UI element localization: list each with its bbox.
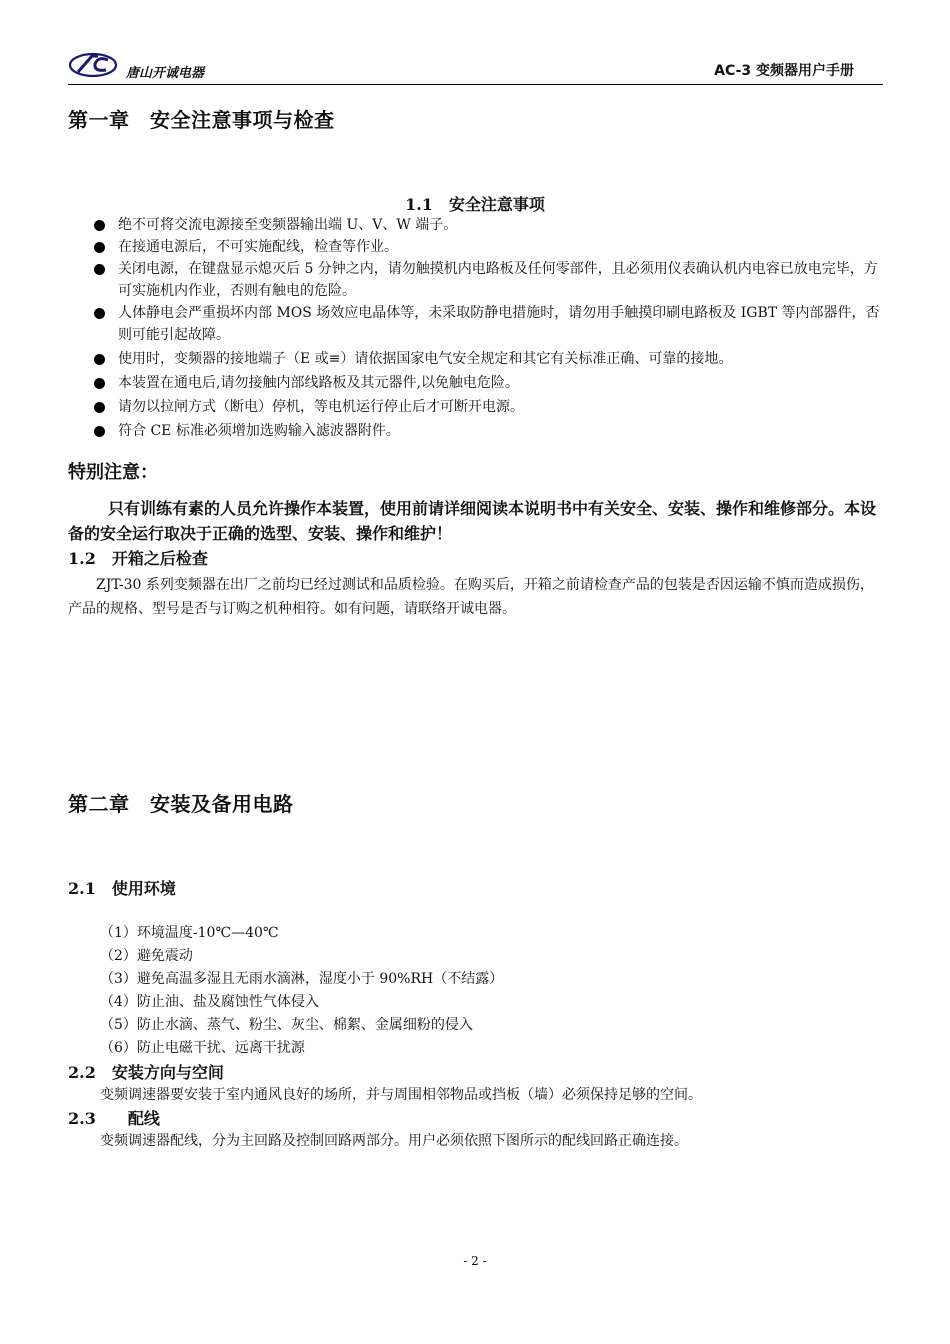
bullet-item: 使用时，变频器的接地端子（E 或≡）请依据国家电气安全规定和其它有关标准正确、可靠的接地。: [92, 348, 884, 370]
bullet-icon: [94, 264, 105, 275]
manual-title: AC-3 变频器用户手册: [714, 63, 854, 79]
chapter-2-title: 第二章 安装及备用电路: [68, 792, 294, 816]
section-1-2-heading: 1.2 开箱之后检查: [68, 549, 208, 568]
section-2-2-heading: 2.2 安装方向与空间: [68, 1063, 224, 1082]
section-2-2-text: 变频调速器要安装于室内通风良好的场所，并与周围相邻物品或挡板（墙）必须保持足够的空间。: [100, 1087, 702, 1103]
list-item: （4）防止油、盐及腐蚀性气体侵入: [100, 994, 319, 1010]
special-notice-title: 特别注意：: [68, 462, 158, 483]
bullet-icon: [94, 426, 105, 437]
bullet-icon: [94, 354, 105, 365]
section-2-1-heading: 2.1 使用环境: [68, 879, 176, 898]
section-1-2-text: ZJT-30 系列变频器在出厂之前均已经过测试和品质检验。在购买后，开箱之前请检查产品的包装是否因运输不慎而造成损伤，产品的规格、型号是否与订购之机种相符。如有问题，请联络开诚电器。: [68, 577, 874, 617]
bullet-icon: [94, 220, 105, 231]
list-item: （1）环境温度-10℃—40℃: [100, 925, 279, 941]
header-divider: [68, 84, 883, 85]
company-name: 唐山开诚电器: [126, 66, 205, 81]
bullet-item: 在接通电源后，不可实施配线，检查等作业。: [92, 236, 884, 258]
chapter-1-title: 第一章 安全注意事项与检查: [68, 108, 335, 132]
section-2-3-text: 变频调速器配线，分为主回路及控制回路两部分。用户必须依照下图所示的配线回路正确连接。: [100, 1133, 688, 1149]
special-notice-text: 只有训练有素的人员允许操作本装置，使用前请详细阅读本说明书中有关安全、安装、操作和维修部分。本设备的安全运行取决于正确的选型、安装、操作和维护！: [68, 499, 877, 543]
bullet-icon: [94, 378, 105, 389]
bullet-item: 绝不可将交流电源接至变频器输出端 U、V、W 端子。: [92, 214, 884, 236]
list-item: （5）防止水滴、蒸气、粉尘、灰尘、棉絮、金属细粉的侵入: [100, 1017, 473, 1033]
list-item: （3）避免高温多湿且无雨水滴淋，湿度小于 90%RH（不结露）: [100, 971, 504, 987]
bullet-icon: [94, 242, 105, 253]
environment-list: [100, 922, 503, 1060]
bullet-item: 本装置在通电后,请勿接触内部线路板及其元器件,以免触电危险。: [92, 372, 884, 394]
list-item: （6）防止电磁干扰、远离干扰源: [100, 1040, 305, 1056]
bullet-item: 关闭电源，在键盘显示熄灭后 5 分钟之内，请勿触摸机内电路板及任何零部件，且必须用仪表确认机内电容已放电完毕，方可实施机内作业，否则有触电的危险。: [92, 258, 884, 302]
company-logo: [68, 50, 118, 80]
bullet-item: 符合 CE 标准必须增加选购输入滤波器附件。: [92, 420, 884, 442]
bullet-item: 人体静电会严重损坏内部 MOS 场效应电晶体等，未采取防静电措施时，请勿用手触摸印刷电路板及 IGBT 等内部器件，否则可能引起故障。: [92, 302, 884, 346]
list-item: （2）避免震动: [100, 948, 193, 964]
page-number: - 2 -: [463, 1254, 487, 1268]
bullet-icon: [94, 402, 105, 413]
bullet-icon: [94, 308, 105, 319]
section-1-1-heading: 1.1 安全注意事项: [405, 195, 545, 214]
bullet-item: 请勿以拉闸方式（断电）停机，等电机运行停止后才可断开电源。: [92, 396, 884, 418]
section-2-3-heading: 2.3 配线: [68, 1109, 160, 1128]
safety-bullet-list: [92, 214, 884, 442]
